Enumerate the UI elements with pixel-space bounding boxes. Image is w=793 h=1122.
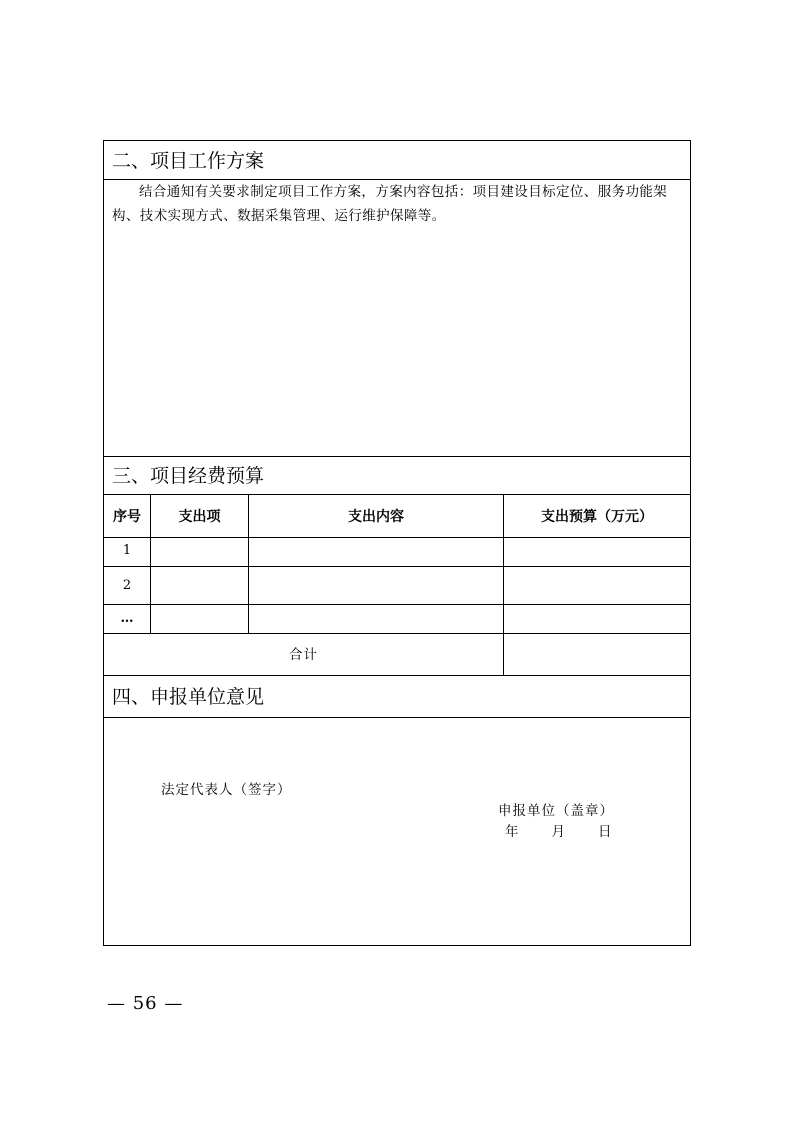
section-3-title: 三、项目经费预算: [112, 465, 265, 487]
application-form-table: [103, 140, 691, 946]
legal-representative-signature-label: 法定代表人（签字）: [161, 782, 292, 798]
divider: [104, 494, 690, 495]
row-3-index: …: [120, 611, 134, 626]
unit-seal-label: 申报单位（盖章）: [498, 803, 614, 819]
header-content: 支出内容: [348, 509, 404, 525]
divider: [104, 537, 690, 538]
total-label: 合计: [289, 647, 318, 663]
divider: [104, 675, 690, 676]
row-1-index: 1: [122, 543, 132, 558]
divider: [104, 604, 690, 605]
date-line: 年 月 日: [505, 824, 614, 840]
section-2-content: 结合通知有关要求制定项目工作方案，方案内容包括：项目建设目标定位、服务功能架构、技术实现方式、数据采集管理、运行维护保障等。: [112, 184, 668, 224]
row-2-index: 2: [122, 578, 132, 593]
header-budget: 支出预算（万元）: [541, 509, 653, 525]
divider: [104, 566, 690, 567]
divider: [104, 633, 690, 634]
divider: [104, 717, 690, 718]
section-4-title: 四、申报单位意见: [112, 686, 265, 708]
section-2-title: 二、项目工作方案: [112, 150, 265, 172]
header-index: 序号: [113, 509, 141, 525]
divider: [104, 456, 690, 457]
page-number: — 56 —: [107, 993, 184, 1014]
header-item: 支出项: [178, 509, 221, 525]
